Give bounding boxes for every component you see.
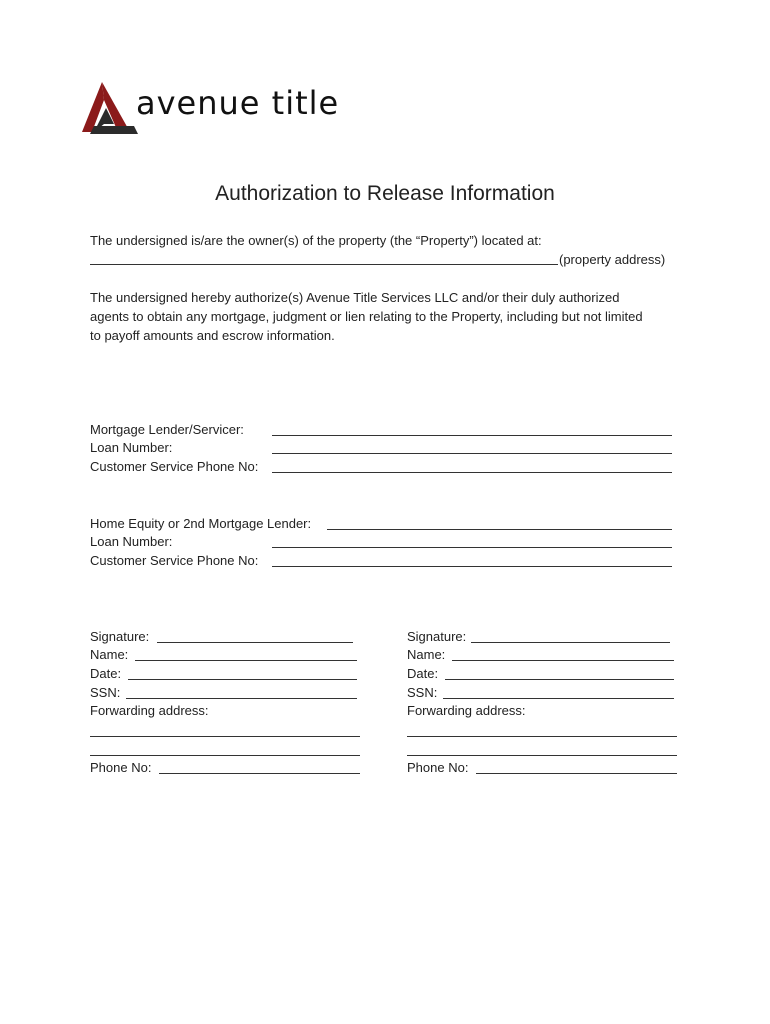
intro-text: The undersigned is/are the owner(s) of the property (the “Property”) located at: xyxy=(90,233,542,248)
authorization-paragraph-line-1: The undersigned hereby authorize(s) Avenue Title Services LLC and/or their duly authorized xyxy=(90,290,620,305)
signer-1-date-field[interactable] xyxy=(128,679,357,680)
signer-2-ssn-field[interactable] xyxy=(443,698,674,699)
signer-1-name-field[interactable] xyxy=(135,660,357,661)
signer-1-ssn-label: SSN: xyxy=(90,685,121,700)
signer-1-forwarding-address-line-1[interactable] xyxy=(90,736,360,737)
second-mortgage-lender-field[interactable] xyxy=(327,529,672,530)
customer-service-phone-field[interactable] xyxy=(272,472,672,473)
signer-2-forwarding-address-line-2[interactable] xyxy=(407,755,677,756)
loan-number-label: Loan Number: xyxy=(90,440,173,455)
signer-2-date-label: Date: xyxy=(407,666,439,681)
second-loan-number-field[interactable] xyxy=(272,547,672,548)
logo-mark-icon xyxy=(80,78,140,138)
signer-2-forwarding-address-label: Forwarding address: xyxy=(407,703,526,718)
avenue-title-logo xyxy=(80,78,370,138)
signer-2-name-field[interactable] xyxy=(452,660,674,661)
signer-2-signature-field[interactable] xyxy=(471,642,670,643)
signer-2-ssn-label: SSN: xyxy=(407,685,438,700)
signer-1-signature-field[interactable] xyxy=(157,642,353,643)
property-address-line[interactable] xyxy=(90,264,558,265)
signer-2-name-label: Name: xyxy=(407,647,446,662)
mortgage-lender-field[interactable] xyxy=(272,435,672,436)
document-title: Authorization to Release Information xyxy=(215,182,555,205)
signer-1-phone-field[interactable] xyxy=(159,773,360,774)
signer-1-forwarding-address-label: Forwarding address: xyxy=(90,703,209,718)
signer-2-phone-label: Phone No: xyxy=(407,760,469,775)
signer-1-signature-label: Signature: xyxy=(90,629,150,644)
mortgage-lender-label: Mortgage Lender/Servicer: xyxy=(90,422,244,437)
loan-number-field[interactable] xyxy=(272,453,672,454)
signer-2-phone-field[interactable] xyxy=(476,773,677,774)
logo-wordmark: avenue title xyxy=(136,84,340,122)
signer-1-name-label: Name: xyxy=(90,647,129,662)
customer-service-phone-label: Customer Service Phone No: xyxy=(90,459,259,474)
second-customer-service-phone-field[interactable] xyxy=(272,566,672,567)
signer-2-date-field[interactable] xyxy=(445,679,674,680)
signer-1-date-label: Date: xyxy=(90,666,122,681)
signer-1-ssn-field[interactable] xyxy=(126,698,357,699)
signer-2-forwarding-address-line-1[interactable] xyxy=(407,736,677,737)
signer-1-forwarding-address-line-2[interactable] xyxy=(90,755,360,756)
property-address-label: (property address) xyxy=(559,252,666,267)
authorization-paragraph-line-3: to payoff amounts and escrow information. xyxy=(90,328,335,343)
signer-2-signature-label: Signature: xyxy=(407,629,467,644)
second-loan-number-label: Loan Number: xyxy=(90,534,173,549)
second-mortgage-lender-label: Home Equity or 2nd Mortgage Lender: xyxy=(90,516,312,531)
authorization-paragraph-line-2: agents to obtain any mortgage, judgment or lien relating to the Property, including but not limited xyxy=(90,309,643,324)
second-customer-service-phone-label: Customer Service Phone No: xyxy=(90,553,259,568)
signer-1-phone-label: Phone No: xyxy=(90,760,152,775)
